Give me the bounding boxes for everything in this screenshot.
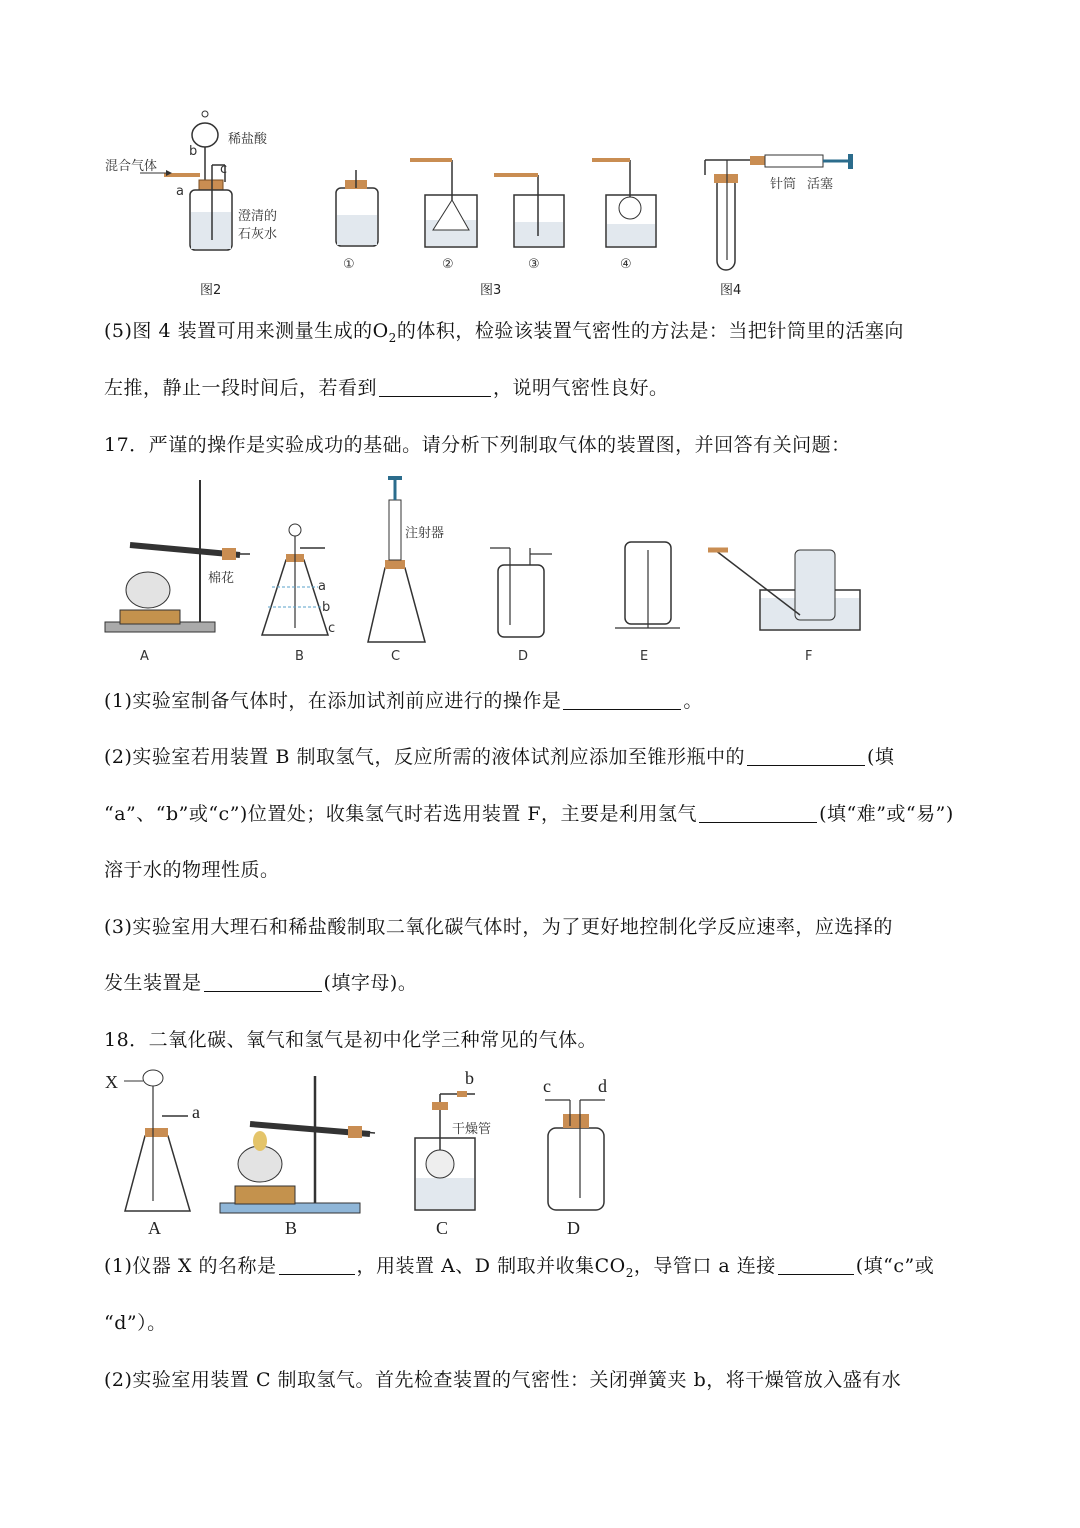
- apparatus-B: [262, 524, 335, 664]
- B-c-label: c: [328, 621, 336, 636]
- fig3-caption: 图3: [480, 283, 502, 298]
- answer-blank[interactable]: [747, 747, 865, 766]
- fig2-b-label: b: [189, 144, 198, 159]
- fig3-item-3-label: ③: [528, 257, 540, 272]
- apparatus-F-letter: F: [805, 649, 813, 664]
- B-a-label: a: [318, 579, 326, 594]
- fig2-mixed-gas-label: 混合气体: [105, 159, 158, 174]
- apparatus-D-letter: D: [518, 649, 529, 664]
- label-c: c: [543, 1076, 551, 1096]
- apparatus-A-letter: A: [148, 1218, 161, 1238]
- apparatus-C-letter: C: [436, 1218, 449, 1238]
- q18-part-2-line-1: (2)实验室用装置 C 制取氢气。首先检查装置的气密性：关闭弹簧夹 b，将干燥管放入盛有水: [104, 1369, 902, 1391]
- q18-title: 18．二氧化碳、氧气和氢气是初中化学三种常见的气体。: [104, 1029, 598, 1051]
- fig3-item-1: [336, 170, 378, 272]
- apparatus-D: [490, 548, 552, 664]
- label-X: X: [105, 1072, 118, 1092]
- fig3-item-3: [494, 175, 564, 272]
- fig2-acid-label: 稀盐酸: [228, 132, 268, 147]
- fig3-item-1-label: ①: [343, 257, 355, 272]
- apparatus-C-letter: C: [391, 649, 401, 664]
- apparatus-B-letter: B: [285, 1218, 298, 1238]
- fig3-item-2-label: ②: [442, 257, 454, 272]
- fig3-item-4-label: ④: [620, 257, 632, 272]
- answer-blank[interactable]: [778, 1256, 854, 1275]
- apparatus-C: [415, 1068, 491, 1238]
- fig2-limewater-label-2: 石灰水: [238, 227, 278, 242]
- answer-blank[interactable]: [279, 1256, 355, 1275]
- q16-5-line-2: 左推，静止一段时间后，若看到 ，说明气密性良好。: [104, 377, 669, 399]
- q17-title: 17．严谨的操作是实验成功的基础。请分析下列制取气体的装置图，并回答有关问题：: [104, 434, 851, 456]
- cotton-label: 棉花: [208, 571, 235, 586]
- figure-2: [105, 111, 277, 298]
- figure-4: [705, 154, 853, 298]
- apparatus-E-letter: E: [640, 649, 649, 664]
- apparatus-E: [615, 542, 680, 664]
- apparatus-C: [368, 476, 444, 664]
- figure-2-3-4: [100, 100, 880, 305]
- figure-q18: [100, 1066, 640, 1241]
- label-d: d: [598, 1076, 607, 1096]
- label-a: a: [192, 1102, 200, 1122]
- B-b-label: b: [322, 600, 331, 615]
- q17-part-3-line-1: (3)实验室用大理石和稀盐酸制取二氧化碳气体时，为了更好地控制化学反应速率，应选择的: [104, 916, 893, 938]
- apparatus-B-letter: B: [295, 649, 304, 664]
- apparatus-F: [708, 550, 860, 664]
- drying-tube-label: 干燥管: [452, 1122, 492, 1137]
- fig2-limewater-label-1: 澄清的: [238, 209, 278, 224]
- answer-blank[interactable]: [563, 691, 681, 710]
- apparatus-B: [220, 1076, 375, 1238]
- q17-part-2-line-2: “a”、“b”或“c”)位置处；收集氢气时若选用装置 F，主要是利用氢气 (填“难”或“易”): [104, 803, 954, 825]
- answer-blank[interactable]: [379, 378, 491, 397]
- injector-label: 注射器: [405, 526, 445, 541]
- figure-3: [336, 160, 656, 298]
- apparatus-A-letter: A: [140, 649, 149, 664]
- answer-blank[interactable]: [699, 804, 817, 823]
- q17-part-1: (1)实验室制备气体时，在添加试剂前应进行的操作是 。: [104, 690, 703, 712]
- apparatus-D-letter: D: [567, 1218, 580, 1238]
- q17-part-3-line-2: 发生装置是 (填字母)。: [104, 972, 418, 994]
- fig4-plunger-label: 活塞: [807, 177, 834, 192]
- q16-5-line-1: (5)图 4 装置可用来测量生成的$O_2$的体积，检验该装置气密性的方法是：当把针筒里的活塞向: [104, 320, 904, 345]
- apparatus-D: [543, 1076, 607, 1238]
- q17-part-2-line-3: 溶于水的物理性质。: [104, 859, 280, 881]
- apparatus-A: [105, 1070, 200, 1238]
- fig3-item-4: [592, 160, 656, 272]
- fig4-syringe-label: 针筒: [770, 177, 797, 192]
- answer-blank[interactable]: [204, 973, 322, 992]
- fig4-caption: 图4: [720, 283, 742, 298]
- label-b: b: [465, 1068, 474, 1088]
- fig2-caption: 图2: [200, 283, 222, 298]
- fig2-a-label: a: [176, 184, 184, 199]
- q17-part-2-line-1: (2)实验室若用装置 B 制取氢气，反应所需的液体试剂应添加至锥形瓶中的 (填: [104, 746, 895, 768]
- q18-part-1-line-2: “d”）。: [104, 1312, 167, 1334]
- q18-part-1-line-1: (1)仪器 X 的名称是 ，用装置 A、D 制取并收集$CO_2$，导管口 a 连接 (填“c”或: [104, 1255, 935, 1280]
- fig2-c-label: c: [220, 162, 228, 177]
- figure-q17: [100, 470, 880, 670]
- fig3-item-2: [410, 160, 477, 272]
- apparatus-A: [105, 480, 250, 664]
